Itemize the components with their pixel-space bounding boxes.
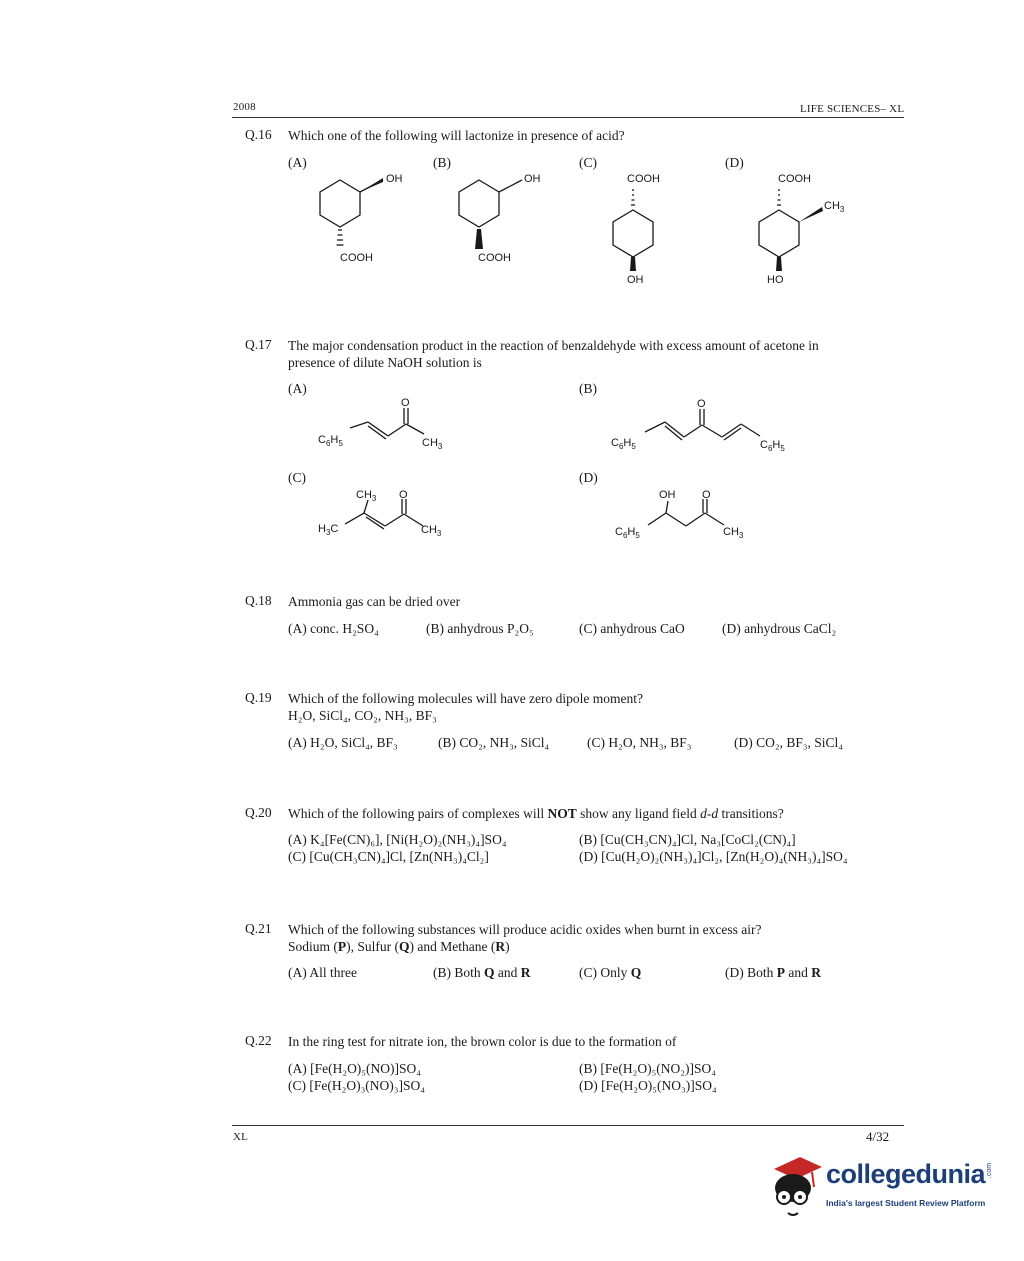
q17-line2: presence of dilute NaOH solution is: [288, 355, 482, 370]
q20-option-c[interactable]: (C) [Cu(CH₃CN)₄]Cl, [Zn(NH₃)₄Cl₂]: [288, 849, 489, 864]
q19-number: Q.19: [245, 690, 272, 705]
q17d-oh: OH: [659, 489, 676, 501]
q19-text: Which of the following molecules will have zero dipole moment?: [288, 691, 644, 706]
q20-text: Which of the following pairs of complexes will NOT show any ligand field d-d transitions?: [288, 806, 784, 821]
footer-rule: [232, 1125, 904, 1126]
q16-option-c[interactable]: (C): [579, 155, 597, 170]
q16a-oh: OH: [386, 173, 403, 185]
q20-option-b[interactable]: (B) [Cu(CH₃CN)₄]Cl, Na₃[CoCl₂(CN)₄]: [579, 832, 796, 847]
q17-line1: The major condensation product in the reaction of benzaldehyde with excess amount of acetone in: [288, 338, 819, 353]
q17d-c6h5: $C_6H_5$: [615, 526, 640, 540]
q22-number: Q.22: [245, 1033, 272, 1048]
q17d-ch3: $CH_3$: [723, 526, 744, 540]
footer-page: 4/32: [866, 1129, 890, 1144]
q22-text: In the ring test for nitrate ion, the brown color is due to the formation of: [288, 1034, 677, 1049]
logo-com: .com: [986, 1162, 994, 1179]
q21-option-b[interactable]: (B) Both Q and R: [433, 965, 531, 980]
q20-option-d[interactable]: (D) [Cu(H₂O)₂(NH₃)₄]Cl₂, [Zn(H₂O)₄(NH₃)₄]SO₄: [579, 849, 848, 864]
q19-molecules: H₂O, SiCl₄, CO₂, NH₃, BF₃: [288, 708, 437, 723]
q16b-oh: OH: [524, 173, 541, 185]
q21-option-a[interactable]: (A) All three: [288, 965, 357, 980]
q17-option-a[interactable]: (A): [288, 381, 307, 396]
q21-option-c[interactable]: (C) Only Q: [579, 965, 642, 980]
q19-option-b[interactable]: (B) CO₂, NH₃, SiCl₄: [438, 735, 550, 750]
q22-option-c[interactable]: (C) [Fe(H₂O)₃(NO)₃]SO₄: [288, 1078, 425, 1093]
q22-option-a[interactable]: (A) [Fe(H₂O)₅(NO)]SO₄: [288, 1061, 421, 1076]
logo-mascot-icon: [766, 1155, 824, 1221]
header-year: 2008: [233, 101, 256, 113]
q16d-cooh: COOH: [778, 173, 811, 185]
q17c-h3c: $H_3C$: [318, 523, 339, 537]
q17-number: Q.17: [245, 337, 272, 352]
q21-text: Which of the following substances will produce acidic oxides when burnt in excess air?: [288, 922, 762, 937]
q17a-c6h5: $C_6H_5$: [318, 434, 343, 448]
q17b-c6h5-right: $C_6H_5$: [760, 439, 785, 453]
q21-substances: Sodium (P), Sulfur (Q) and Methane (R): [288, 939, 510, 954]
q17b-c6h5-left: $C_6H_5$: [611, 437, 636, 451]
q18-number: Q.18: [245, 593, 272, 608]
q20-option-a[interactable]: (A) K₄[Fe(CN)₆], [Ni(H₂O)₂(NH₃)₄]SO₄: [288, 832, 507, 847]
q16-option-a[interactable]: (A): [288, 155, 307, 170]
q21-option-d[interactable]: (D) Both P and R: [725, 965, 821, 980]
q17c-o: O: [399, 489, 408, 501]
q16-text: Which one of the following will lactonize in presence of acid?: [288, 128, 625, 143]
q17a-o: O: [401, 397, 410, 409]
q22-option-b[interactable]: (B) [Fe(H₂O)₅(NO₂)]SO₄: [579, 1061, 716, 1076]
logo-wordmark: collegedunia: [826, 1159, 986, 1189]
q16-option-b[interactable]: (B): [433, 155, 451, 170]
q16-option-d[interactable]: (D): [725, 155, 744, 170]
q18-option-b[interactable]: (B) anhydrous P₂O₅: [426, 621, 534, 636]
q20-number: Q.20: [245, 805, 272, 820]
q17-option-b[interactable]: (B): [579, 381, 597, 396]
q17a-ch3: $CH_3$: [422, 437, 443, 451]
q17c-ch3: $CH_3$: [356, 489, 377, 503]
q22-option-d[interactable]: (D) [Fe(H₂O)₅(NO₃)]SO₄: [579, 1078, 717, 1093]
q16d-ho: HO: [767, 274, 784, 286]
q17d-o: O: [702, 489, 711, 501]
footer-code: XL: [233, 1131, 249, 1143]
q18-text: Ammonia gas can be dried over: [288, 594, 461, 609]
q18-option-d[interactable]: (D) anhydrous CaCl₂: [722, 621, 837, 636]
q17-molecules: [0, 0, 1024, 560]
collegedunia-logo: [766, 1155, 996, 1225]
q16c-cooh: COOH: [627, 173, 660, 185]
q17b-o: O: [697, 398, 706, 410]
q16-number: Q.16: [245, 127, 272, 142]
q19-option-d[interactable]: (D) CO₂, BF₃, SiCl₄: [734, 735, 844, 750]
q17-option-c[interactable]: (C): [288, 470, 306, 485]
header-subject: LIFE SCIENCES– XL: [800, 103, 905, 115]
q16d-ch3: $CH_3$: [824, 200, 845, 214]
q16a-cooh: COOH: [340, 252, 373, 264]
q17c-ch3-end: $CH_3$: [421, 524, 442, 538]
q16b-cooh: COOH: [478, 252, 511, 264]
q18-option-c[interactable]: (C) anhydrous CaO: [579, 621, 685, 636]
q17-option-d[interactable]: (D): [579, 470, 598, 485]
logo-tagline: India's largest Student Review Platform: [826, 1198, 986, 1208]
q19-option-c[interactable]: (C) H₂O, NH₃, BF₃: [587, 735, 692, 750]
q18-option-a[interactable]: (A) conc. H₂SO₄: [288, 621, 379, 636]
q19-option-a[interactable]: (A) H₂O, SiCl₄, BF₃: [288, 735, 398, 750]
q21-number: Q.21: [245, 921, 272, 936]
q16c-oh: OH: [627, 274, 644, 286]
